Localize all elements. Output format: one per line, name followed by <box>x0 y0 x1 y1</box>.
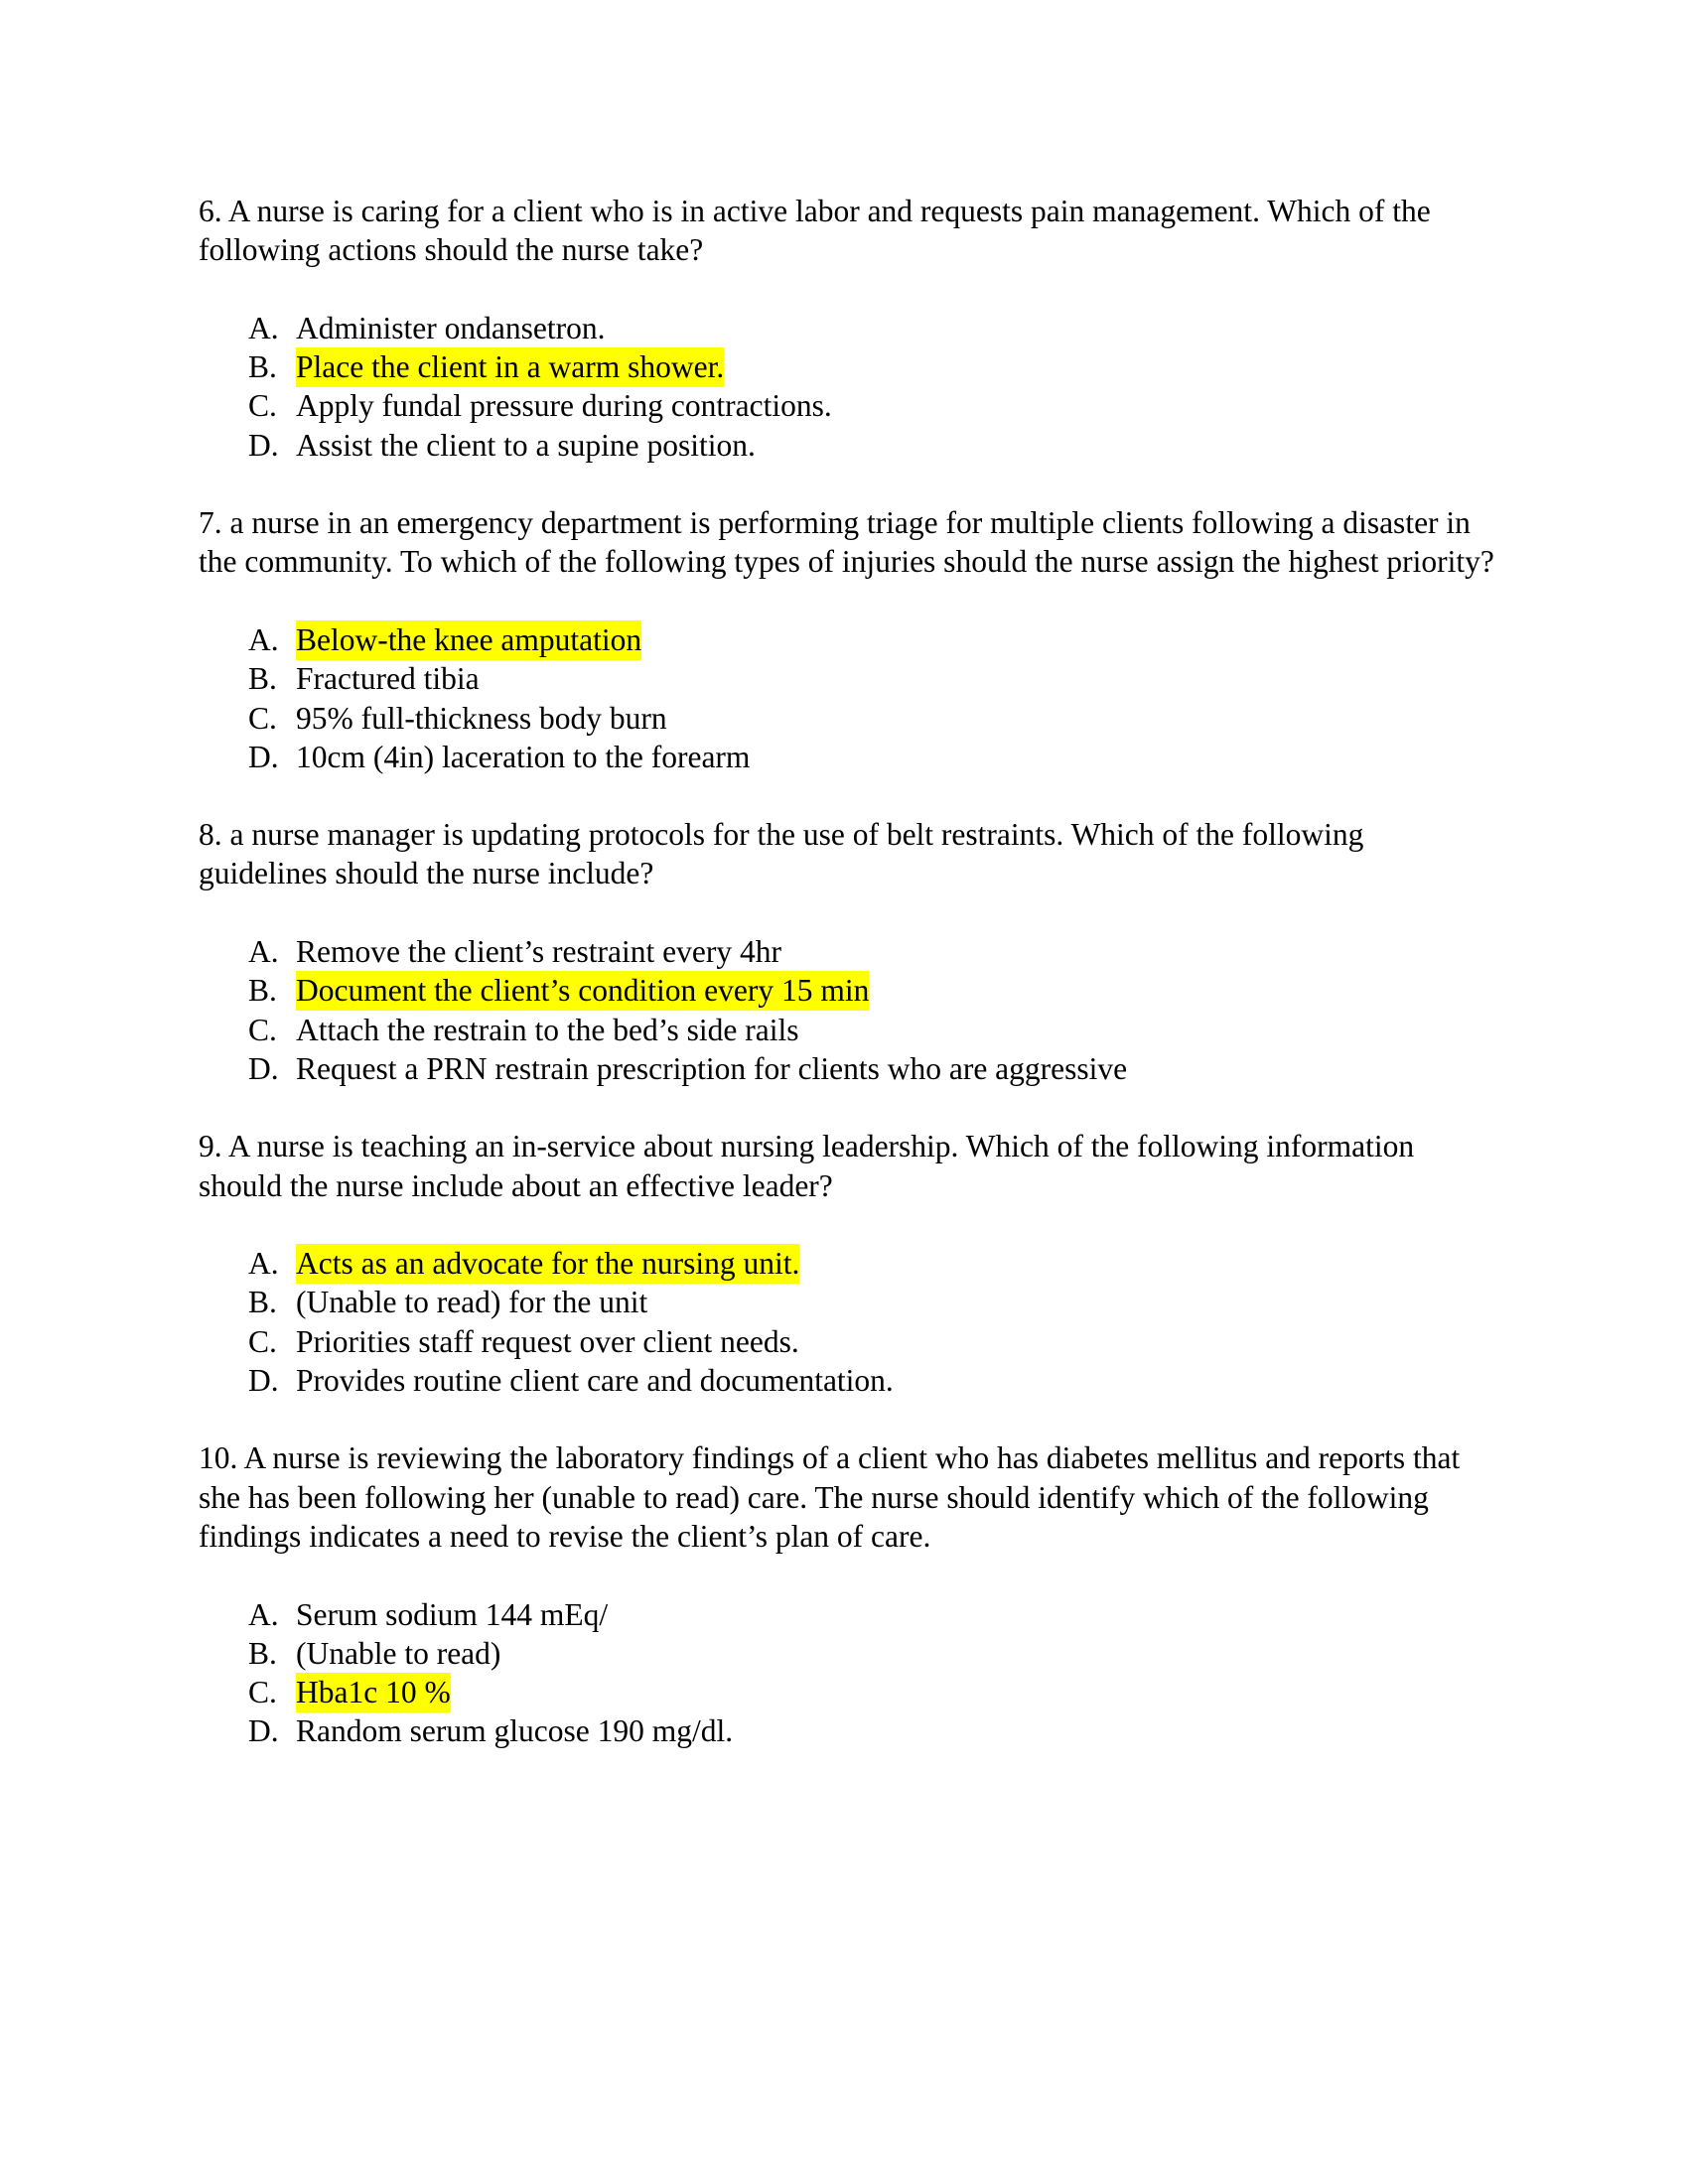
option-letter: A. <box>248 1596 279 1632</box>
option-letter: A. <box>248 934 279 970</box>
option-c <box>199 1322 1499 1361</box>
option-a <box>199 1244 1499 1283</box>
option-c <box>199 1673 1499 1711</box>
option-d <box>199 426 1499 465</box>
option-d <box>199 1049 1499 1088</box>
option-letter: B. <box>248 1635 277 1671</box>
option-letter: C. <box>248 1675 277 1710</box>
option-b <box>199 1634 1499 1673</box>
option-list <box>199 309 1499 465</box>
option-d <box>199 1711 1499 1750</box>
option-letter: A. <box>248 621 279 657</box>
option-text: Provides routine client care and documentation. <box>296 1363 894 1399</box>
option-list <box>199 1595 1499 1751</box>
question-6 <box>199 192 1499 465</box>
option-letter: D. <box>248 739 279 774</box>
option-a <box>199 932 1499 971</box>
option-list <box>199 932 1499 1088</box>
option-text: Apply fundal pressure during contractions. <box>296 388 832 424</box>
option-letter: C. <box>248 388 277 424</box>
option-b <box>199 659 1499 698</box>
option-letter: B. <box>248 1285 277 1320</box>
highlighted-answer: Document the client’s condition every 15 min <box>296 971 869 1011</box>
option-list <box>199 1244 1499 1400</box>
question-8 <box>199 815 1499 1088</box>
option-c <box>199 386 1499 425</box>
option-a <box>199 620 1499 659</box>
option-b <box>199 347 1499 386</box>
option-text: Priorities staff request over client needs. <box>296 1323 799 1359</box>
option-text: Attach the restrain to the bed’s side rails <box>296 1012 799 1047</box>
option-letter: C. <box>248 1012 277 1047</box>
option-letter: D. <box>248 1050 279 1086</box>
option-text: Random serum glucose 190 mg/dl. <box>296 1713 734 1749</box>
option-text: Administer ondansetron. <box>296 310 606 345</box>
option-text: 10cm (4in) laceration to the forearm <box>296 739 751 774</box>
highlighted-answer: Place the client in a warm shower. <box>296 347 724 387</box>
option-letter: B. <box>248 661 277 697</box>
question-stem: 9. A nurse is teaching an in-service about nursing leadership. Which of the following information should the nurse include about an effective leader? <box>199 1129 1415 1203</box>
question-stem: 6. A nurse is caring for a client who is in active labor and requests pain management. Which of the following actions should the nurse take? <box>199 194 1431 268</box>
question-10 <box>199 1438 1499 1750</box>
option-letter: C. <box>248 1323 277 1359</box>
question-stem: 8. a nurse manager is updating protocols for the use of belt restraints. Which of the following guidelines should the nurse include? <box>199 817 1364 891</box>
option-letter: C. <box>248 700 277 736</box>
question-stem: 7. a nurse in an emergency department is performing triage for multiple clients following a disaster in the community. To which of the following types of injuries should the nurse assign the highest priority? <box>199 505 1494 580</box>
option-d <box>199 1361 1499 1400</box>
question-stem: 10. A nurse is reviewing the laboratory findings of a client who has diabetes mellitus and reports that she has been following her (unable to read) care. The nurse should identify which of the following findings indicates a need to revise the client’s plan of care. <box>199 1440 1461 1554</box>
option-a <box>199 1595 1499 1634</box>
option-c <box>199 699 1499 738</box>
option-text: Assist the client to a supine position. <box>296 427 756 463</box>
option-text: Request a PRN restrain prescription for clients who are aggressive <box>296 1050 1128 1086</box>
option-letter: A. <box>248 1246 279 1282</box>
option-b <box>199 1283 1499 1321</box>
highlighted-answer: Below-the knee amputation <box>296 620 641 660</box>
option-list <box>199 620 1499 776</box>
option-letter: A. <box>248 310 279 345</box>
option-b <box>199 971 1499 1010</box>
option-text: (Unable to read) for the unit <box>296 1285 648 1320</box>
option-letter: D. <box>248 1713 279 1749</box>
option-letter: D. <box>248 1363 279 1399</box>
option-letter: B. <box>248 973 277 1009</box>
question-9 <box>199 1127 1499 1400</box>
option-text: 95% full-thickness body burn <box>296 700 667 736</box>
option-text: Remove the client’s restraint every 4hr <box>296 934 781 970</box>
option-c <box>199 1011 1499 1049</box>
question-7 <box>199 503 1499 776</box>
option-a <box>199 309 1499 347</box>
highlighted-answer: Hba1c 10 % <box>296 1673 451 1712</box>
highlighted-answer: Acts as an advocate for the nursing unit. <box>296 1244 799 1284</box>
option-letter: D. <box>248 427 279 463</box>
option-text: (Unable to read) <box>296 1635 501 1671</box>
option-letter: B. <box>248 349 277 385</box>
option-text: Serum sodium 144 mEq/ <box>296 1596 609 1632</box>
document-page <box>199 192 1499 1790</box>
option-d <box>199 738 1499 776</box>
option-text: Fractured tibia <box>296 661 480 697</box>
